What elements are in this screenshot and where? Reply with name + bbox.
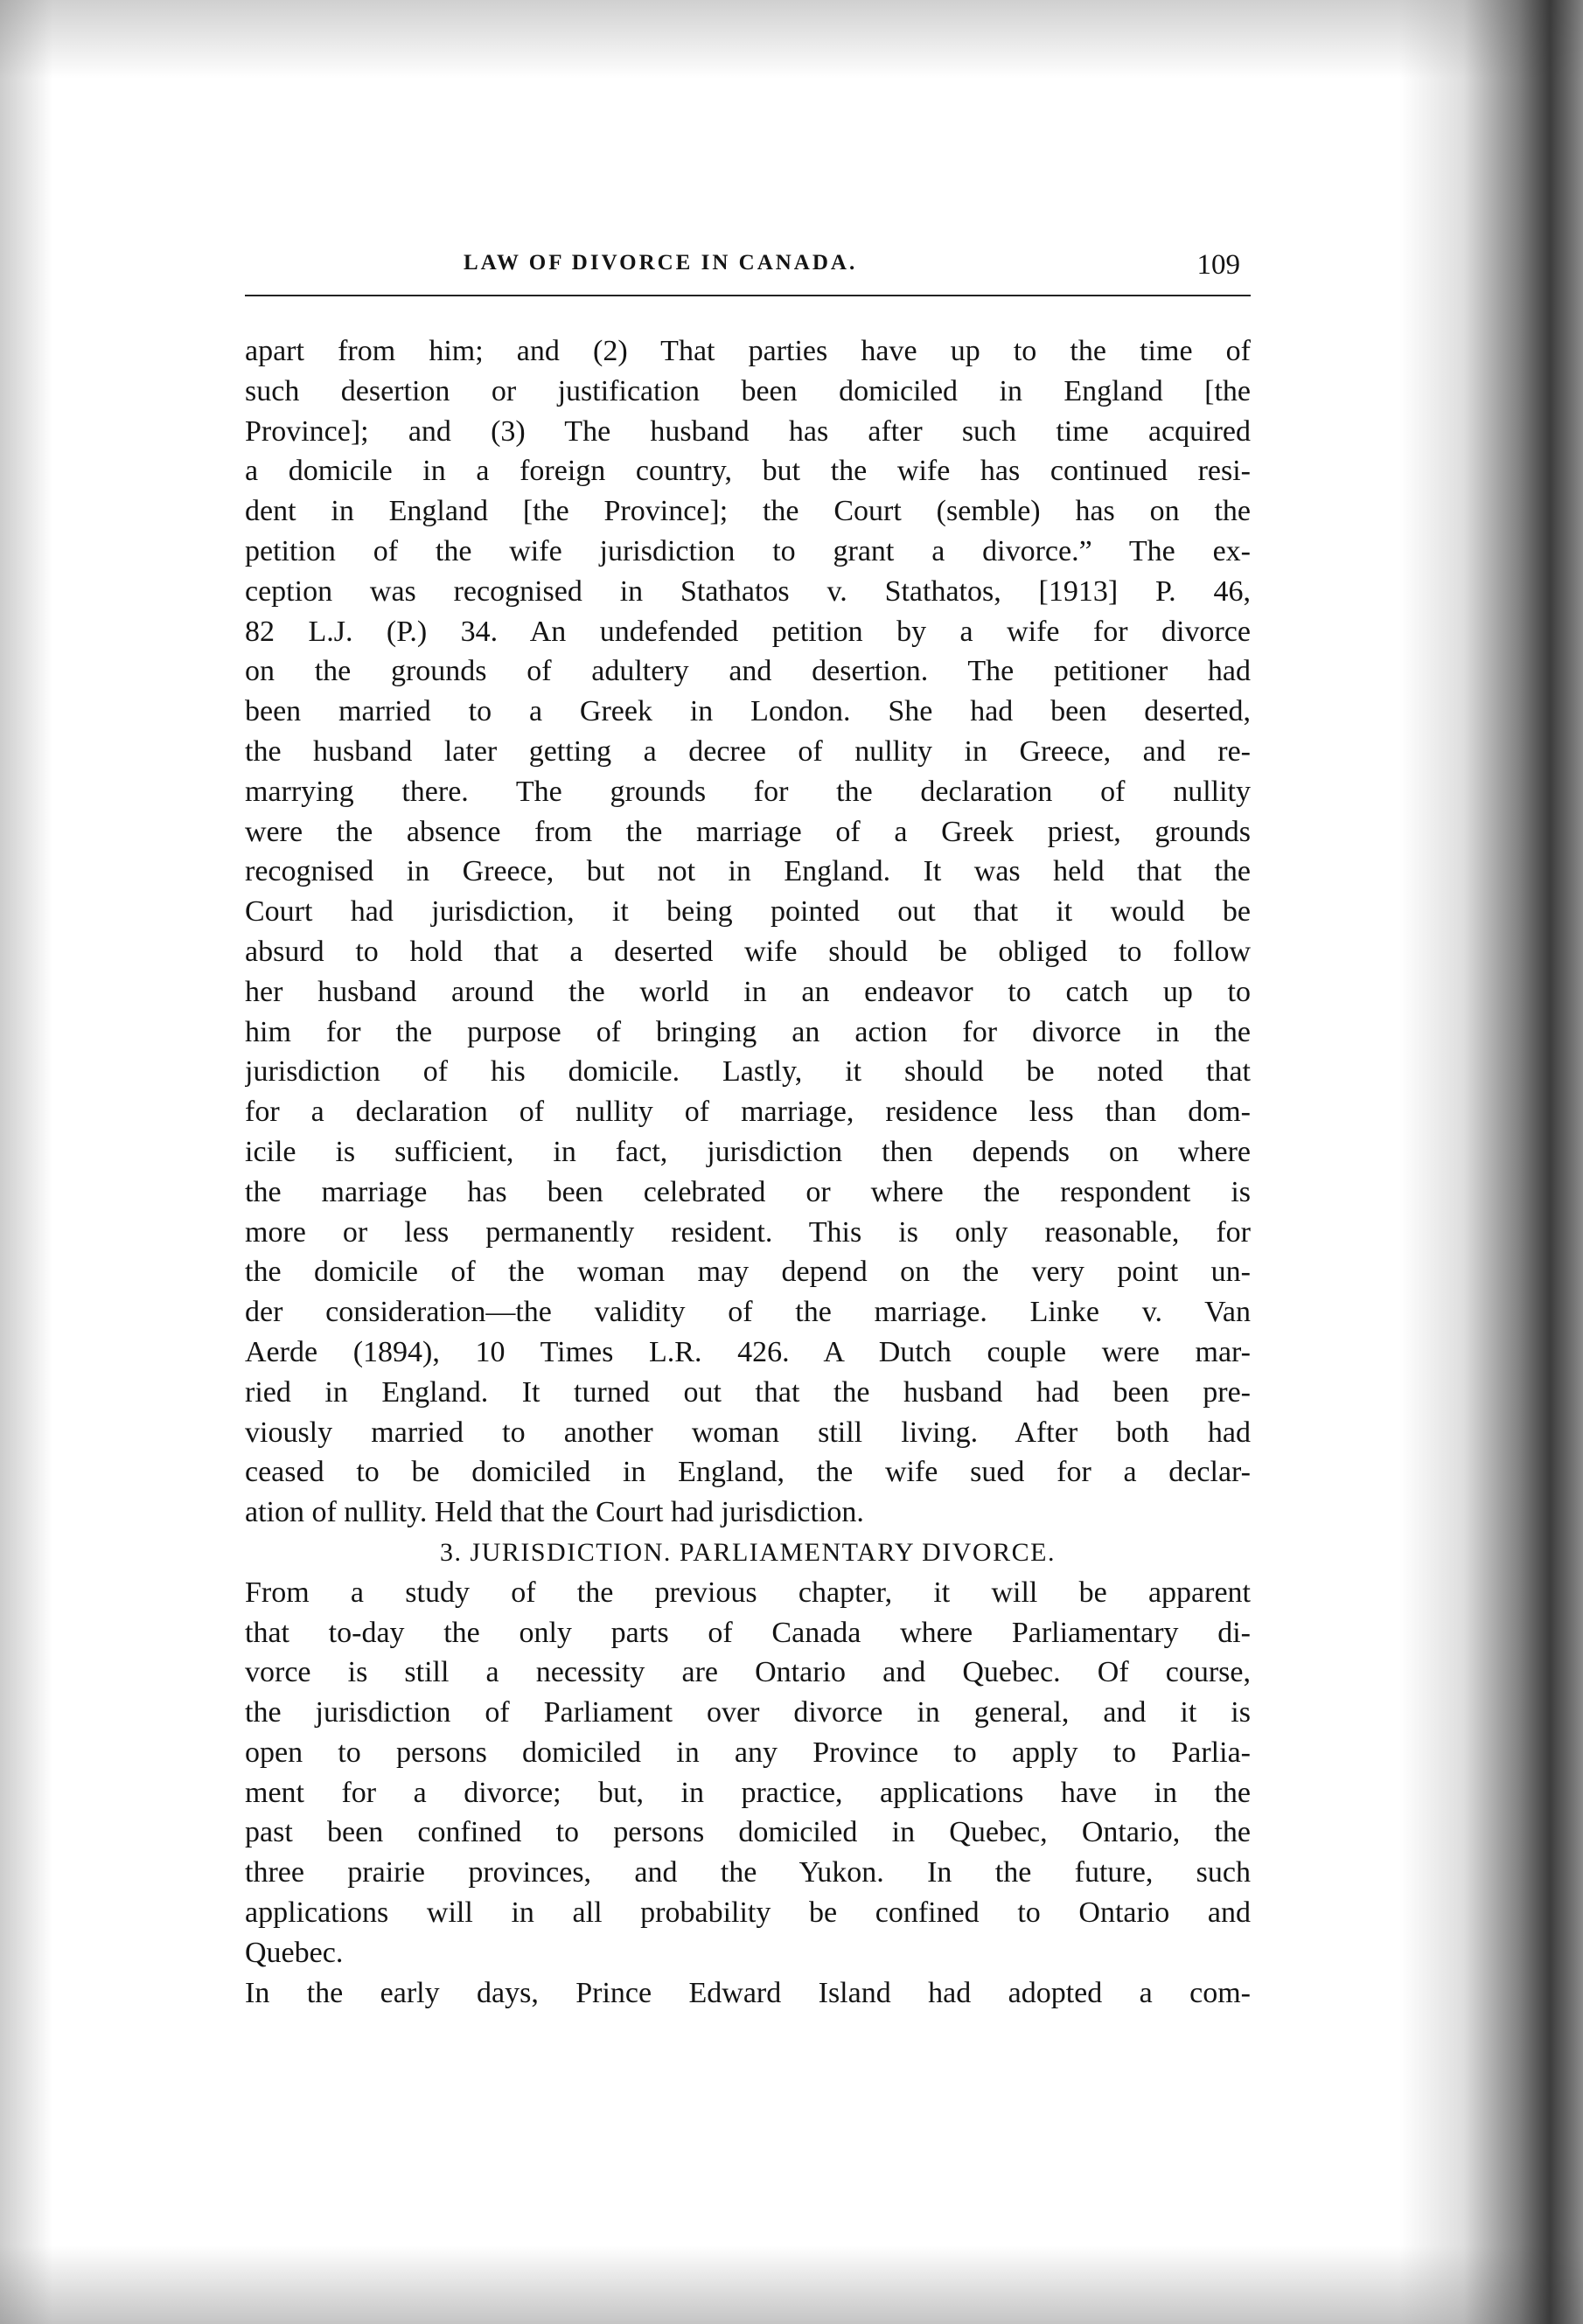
text-line: ception was recognised in Stathatos v. Stathatos, [1913] P. 46,: [245, 574, 1251, 608]
text-line: ment for a divorce; but, in practice, applications have in the: [245, 1776, 1251, 1809]
text-line: recognised in Greece, but not in England. It was held that the: [245, 855, 1251, 888]
text-line: jurisdiction of his domicile. Lastly, it should be noted that: [245, 1055, 1251, 1089]
text-line: applications will in all probability be confined to Ontario and: [245, 1896, 1251, 1930]
text-line: ried in England. It turned out that the husband had been pre-: [245, 1375, 1251, 1409]
text-line: Aerde (1894), 10 Times L.R. 426. A Dutch couple were mar-: [245, 1335, 1251, 1368]
page-number: 109: [1196, 249, 1240, 281]
text-line: were the absence from the marriage of a Greek priest, grounds: [245, 815, 1251, 848]
text-line: such desertion or justification been domiciled in England [the: [245, 374, 1251, 407]
running-title: LAW OF DIVORCE IN CANADA.: [464, 251, 858, 275]
text-line: open to persons domiciled in any Province to apply to Parlia-: [245, 1736, 1251, 1769]
text-line: viously married to another woman still living. After both had: [245, 1416, 1251, 1449]
section-heading: 3. JURISDICTION. PARLIAMENTARY DIVORCE.: [440, 1537, 1056, 1567]
text-line: apart from him; and (2) That parties have up to the time of: [245, 335, 1251, 367]
text-line: the marriage has been celebrated or where the respondent is: [245, 1175, 1251, 1208]
text-line: ceased to be domiciled in England, the wife sued for a declar-: [245, 1456, 1251, 1489]
text-line: for a declaration of nullity of marriage, residence less than dom-: [245, 1096, 1251, 1129]
text-line: 82 L.J. (P.) 34. An undefended petition by a wife for divorce: [245, 615, 1251, 648]
text-line: that to-day the only parts of Canada where Parliamentary di-: [245, 1616, 1251, 1649]
text-line: been married to a Greek in London. She had been deserted,: [245, 695, 1251, 728]
text-line: her husband around the world in an endeavor to catch up to: [245, 975, 1251, 1008]
text-line: Court had jurisdiction, it being pointed out that it would be: [245, 895, 1251, 929]
text-line: him for the purpose of bringing an action for divorce in the: [245, 1015, 1251, 1048]
text-line: more or less permanently resident. This is only reasonable, for: [245, 1215, 1251, 1249]
text-line: dent in England [the Province]; the Court (semble) has on the: [245, 495, 1251, 528]
text-line: From a study of the previous chapter, it will be apparent: [245, 1576, 1251, 1609]
running-head: [245, 249, 1251, 296]
text-line: petition of the wife jurisdiction to grant a divorce.” The ex-: [245, 534, 1251, 567]
text-line: the domicile of the woman may depend on the very point un-: [245, 1256, 1251, 1289]
book-gutter-shadow: [1399, 0, 1583, 2324]
text-line: three prairie provinces, and the Yukon. In the future, such: [245, 1856, 1251, 1889]
text-line: ation of nullity. Held that the Court had jurisdiction.: [245, 1496, 864, 1529]
book-page: [245, 249, 1251, 2013]
text-line: on the grounds of adultery and desertion. The petitioner had: [245, 655, 1251, 688]
scan-shadow-bottom: [0, 2245, 1583, 2324]
text-line: der consideration—the validity of the marriage. Linke v. Van: [245, 1296, 1251, 1329]
text-line: the jurisdiction of Parliament over divorce in general, and it is: [245, 1696, 1251, 1729]
text-line: the husband later getting a decree of nullity in Greece, and re-: [245, 734, 1251, 768]
text-line: Quebec.: [245, 1936, 344, 1969]
scan-shadow-left: [0, 0, 52, 2324]
text-line: vorce is still a necessity are Ontario and Quebec. Of course,: [245, 1656, 1251, 1689]
text-line: icile is sufficient, in fact, jurisdiction then depends on where: [245, 1135, 1251, 1168]
text-line: absurd to hold that a deserted wife should be obliged to follow: [245, 935, 1251, 968]
text-line: In the early days, Prince Edward Island had adopted a com-: [245, 1976, 1251, 2009]
text-line: marrying there. The grounds for the declaration of nullity: [245, 775, 1251, 808]
text-line: a domicile in a foreign country, but the wife has continued resi-: [245, 455, 1251, 488]
body-text: [245, 331, 1251, 2013]
text-line: past been confined to persons domiciled in Quebec, Ontario, the: [245, 1816, 1251, 1849]
scan-shadow-top: [0, 0, 1583, 79]
text-line: Province]; and (3) The husband has after such time acquired: [245, 414, 1251, 448]
